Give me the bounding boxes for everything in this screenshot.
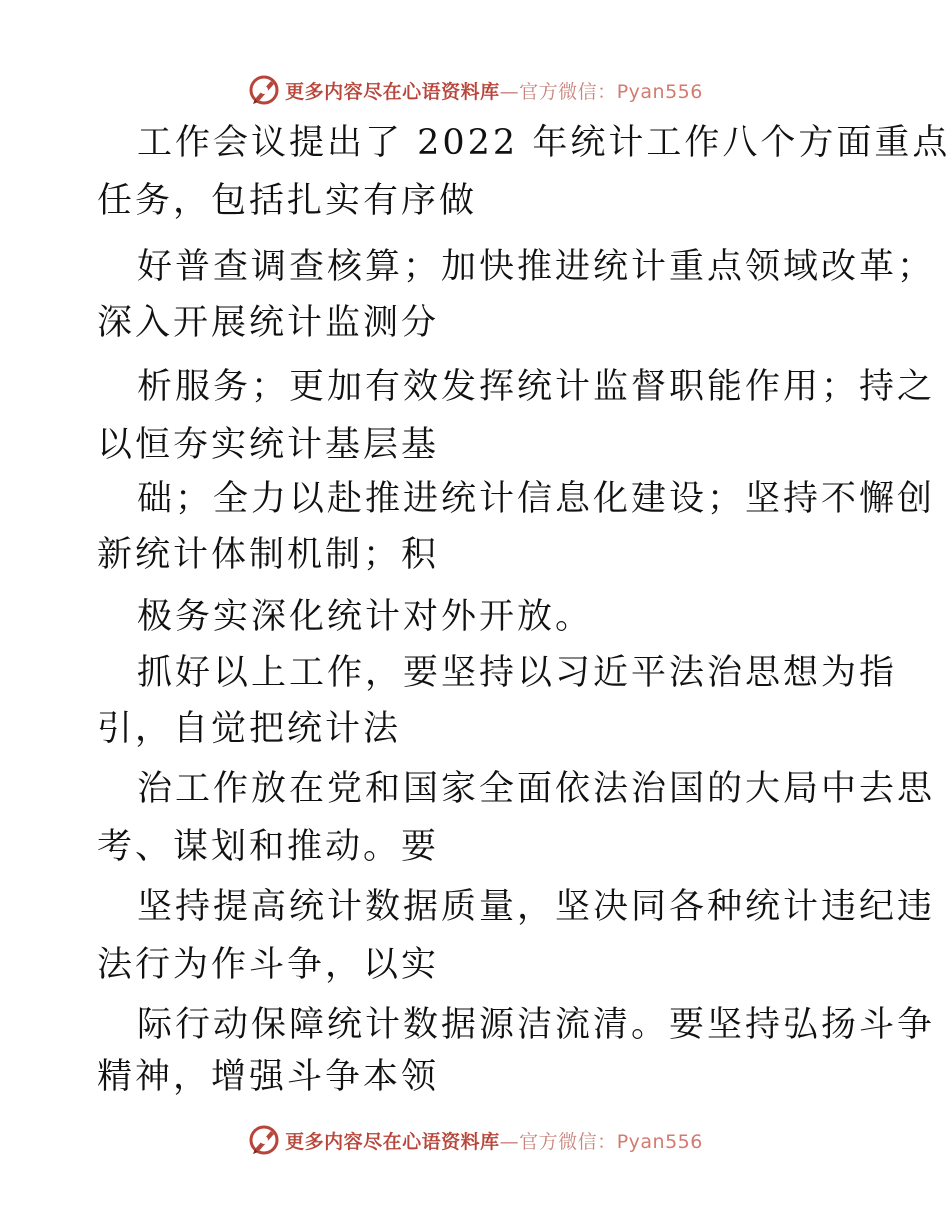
text-line: 抓好以上工作，要坚持以习近平法治思想为指 — [137, 653, 898, 693]
text-line: 析服务；更加有效发挥统计监督职能作用；持之 — [137, 367, 936, 407]
text-line: 精神，增强斗争本领 — [97, 1057, 440, 1097]
banner-dash: — — [499, 1130, 520, 1153]
footer-banner — [0, 1120, 950, 1160]
text-line: 工作会议提出了 2022 年统计工作八个方面重点 — [137, 123, 950, 163]
text-line: 新统计体制机制；积 — [97, 535, 440, 575]
pen-circle-logo-icon — [247, 1123, 281, 1157]
banner-wechat-label: 官方微信： — [519, 80, 617, 103]
banner-text — [285, 1127, 703, 1154]
text-line: 以恒夯实统计基层基 — [97, 425, 440, 465]
banner-wechat-label: 官方微信： — [519, 1130, 617, 1153]
banner-dash: — — [499, 80, 520, 103]
text-line: 引，自觉把统计法 — [97, 709, 402, 749]
text-line: 坚持提高统计数据质量，坚决同各种统计违纪违 — [137, 887, 936, 927]
text-line: 际行动保障统计数据源洁流清。要坚持弘扬斗争 — [137, 1005, 936, 1045]
banner-text — [285, 77, 703, 104]
text-line: 深入开展统计监测分 — [97, 303, 440, 343]
text-line: 好普查调查核算；加快推进统计重点领域改革； — [137, 247, 936, 287]
banner-site-text: 更多内容尽在心语资料库 — [285, 80, 500, 103]
banner-wechat-id: Pyan556 — [616, 1130, 703, 1153]
text-line: 极务实深化统计对外开放。 — [137, 597, 594, 637]
banner-site-text: 更多内容尽在心语资料库 — [285, 1130, 500, 1153]
header-banner — [0, 70, 950, 110]
banner-wechat-id: Pyan556 — [616, 80, 703, 103]
text-line: 础；全力以赴推进统计信息化建设；坚持不懈创 — [137, 479, 936, 519]
text-line: 考、谋划和推动。要 — [97, 827, 440, 867]
text-line: 治工作放在党和国家全面依法治国的大局中去思 — [137, 769, 936, 809]
text-line: 法行为作斗争，以实 — [97, 945, 440, 985]
pen-circle-logo-icon — [247, 73, 281, 107]
text-line: 任务，包括扎实有序做 — [97, 181, 478, 221]
